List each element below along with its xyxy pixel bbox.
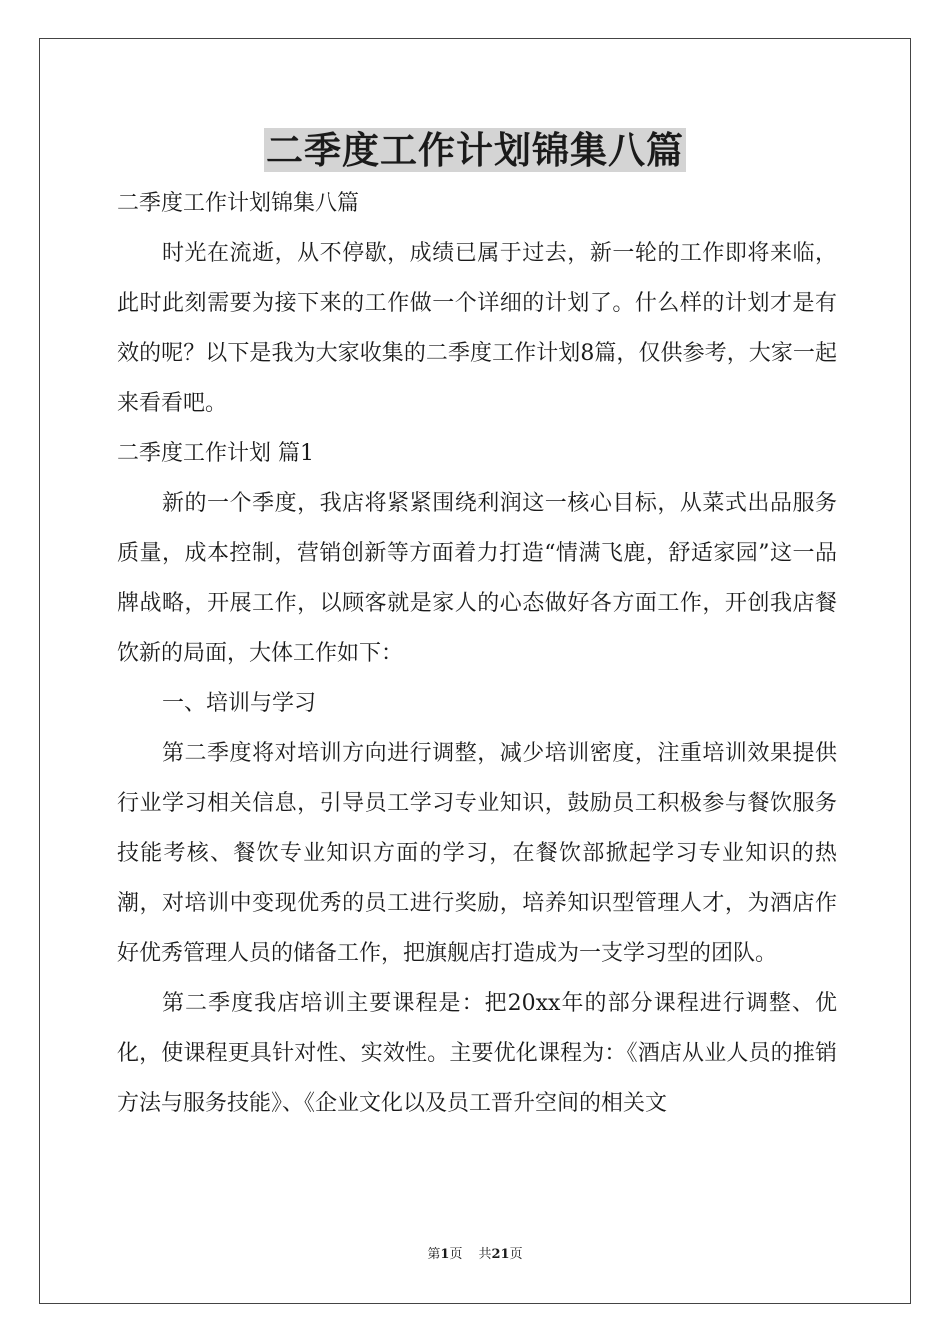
intro-paragraph: 时光在流逝，从不停歇，成绩已属于过去，新一轮的工作即将来临，此时此刻需要为接下来的工作做一个详细的计划了。什么样的计划才是有效的呢？以下是我为大家收集的二季度工作计划8篇，仅供参考，大家一起来看看吧。 <box>117 241 837 416</box>
footer-total-unit: 页 <box>509 1247 523 1262</box>
document-title-text: 二季度工作计划锦集八篇 <box>266 128 684 172</box>
document-title <box>0 122 950 178</box>
footer-page-unit: 页 <box>449 1247 463 1262</box>
footer-total-pages: 21 <box>491 1247 510 1262</box>
section-heading: 二季度工作计划 篇1 <box>117 441 314 466</box>
page-footer <box>0 1245 950 1265</box>
subsection-heading: 一、培训与学习 <box>162 691 317 716</box>
footer-page-prefix: 第 <box>427 1247 441 1262</box>
document-body <box>117 179 837 1129</box>
document-subtitle: 二季度工作计划锦集八篇 <box>117 191 360 216</box>
section-paragraph-3: 第二季度我店培训主要课程是：把20xx年的部分课程进行调整、优化，使课程更具针对性、实效性。主要优化课程为：《酒店从业人员的推销方法与服务技能》、《企业文化以及员工晋升空间的相关文 <box>117 991 837 1116</box>
footer-page-number: 1 <box>440 1247 450 1262</box>
section-paragraph-2: 第二季度将对培训方向进行调整，减少培训密度，注重培训效果提供行业学习相关信息，引导员工学习专业知识，鼓励员工积极参与餐饮服务技能考核、餐饮专业知识方面的学习，在餐饮部掀起学习专业知识的热潮，对培训中变现优秀的员工进行奖励，培养知识型管理人才，为酒店作好优秀管理人员的储备工作，把旗舰店打造成为一支学习型的团队。 <box>117 741 837 966</box>
section-paragraph-1: 新的一个季度，我店将紧紧围绕利润这一核心目标，从菜式出品服务质量，成本控制，营销创新等方面着力打造“情满飞鹿，舒适家园”这一品牌战略，开展工作，以顾客就是家人的心态做好各方面工作，开创我店餐饮新的局面，大体工作如下： <box>117 491 837 666</box>
footer-total-prefix: 共 <box>478 1247 492 1262</box>
